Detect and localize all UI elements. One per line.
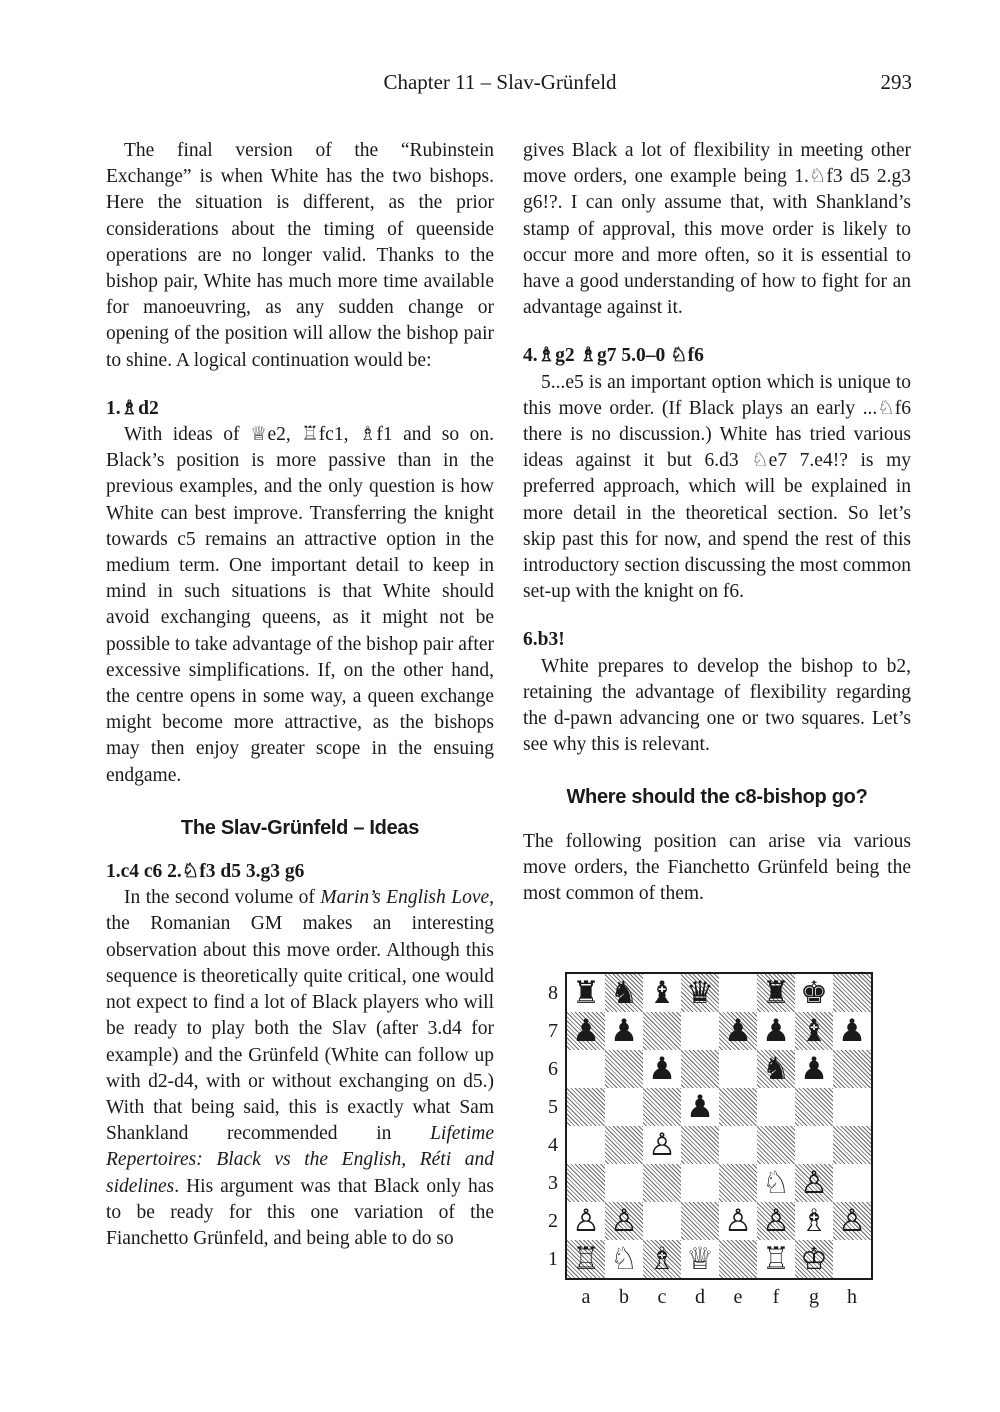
section-heading: Where should the c8-bishop go? (566, 786, 868, 809)
chess-piece: ♙ (610, 1203, 638, 1239)
file-label: f (772, 1286, 780, 1308)
board-square-d4 (681, 1126, 719, 1164)
board-square-b3 (605, 1164, 643, 1202)
chess-piece: ♟ (800, 1051, 828, 1087)
board-square-b6 (605, 1050, 643, 1088)
board-square-e7 (719, 1012, 757, 1050)
board-square-d3 (681, 1164, 719, 1202)
board-square-f2 (757, 1202, 795, 1240)
section-heading: The Slav-Grünfeld – Ideas (180, 816, 420, 839)
board-square-a2 (567, 1202, 605, 1240)
board-square-d7 (681, 1012, 719, 1050)
board-square-b4 (605, 1126, 643, 1164)
rank-label: 2 (548, 1210, 558, 1232)
rank-label: 5 (548, 1096, 558, 1118)
chess-piece: ♙ (800, 1165, 828, 1201)
paragraph: White prepares to develop the bishop to b2, retaining the advantage of flexibility regarding the d-pawn advancing one or two squares. Let’s see why this is relevant. (523, 655, 911, 756)
chess-piece: ♞ (610, 975, 638, 1011)
board-square-c5 (643, 1088, 681, 1126)
chess-piece: ♗ (800, 1203, 828, 1239)
board-square-b2 (605, 1202, 643, 1240)
board-square-e8 (719, 974, 757, 1012)
board-square-b7 (605, 1012, 643, 1050)
chess-piece: ♝ (800, 1013, 828, 1049)
rank-label: 7 (548, 1020, 558, 1042)
board-square-h3 (833, 1164, 871, 1202)
paragraph: The final version of the “Rubinstein Exchange” is when White has the two bishops. Here the situation is different, as the prior considerations about the timing of queenside operations are no longer valid. Thanks to the bishop pair, White has much more time available for manoeuvring, as any sudden change or opening of the position will allow the bishop pair to shine. A logical continuation would be: (106, 140, 494, 371)
chess-piece: ♙ (648, 1127, 676, 1163)
board-square-g7 (795, 1012, 833, 1050)
file-labels (567, 1286, 871, 1310)
board-square-e6 (719, 1050, 757, 1088)
board-square-b1 (605, 1240, 643, 1278)
board-square-h5 (833, 1088, 871, 1126)
chess-piece: ♟ (648, 1051, 676, 1087)
paragraph (106, 885, 494, 1252)
board-square-f3 (757, 1164, 795, 1202)
chess-piece: ♖ (572, 1241, 600, 1277)
board-square-g1 (795, 1240, 833, 1278)
board-square-c6 (643, 1050, 681, 1088)
rank-label: 4 (548, 1134, 558, 1156)
board-square-e2 (719, 1202, 757, 1240)
board-square-c7 (643, 1012, 681, 1050)
book-title: Marin’s English Love (320, 887, 490, 909)
board-square-b5 (605, 1088, 643, 1126)
board-square-a7 (567, 1012, 605, 1050)
board-square-f1 (757, 1240, 795, 1278)
board-square-h7 (833, 1012, 871, 1050)
board-square-f5 (757, 1088, 795, 1126)
board-square-e4 (719, 1126, 757, 1164)
board-square-e1 (719, 1240, 757, 1278)
board-square-g3 (795, 1164, 833, 1202)
board-square-h1 (833, 1240, 871, 1278)
paragraph: The following position can arise via various move orders, the Fianchetto Grünfeld being the most common of them. (523, 830, 911, 905)
board-square-b8 (605, 974, 643, 1012)
board-square-d8 (681, 974, 719, 1012)
chess-piece: ♟ (610, 1013, 638, 1049)
board-square-a3 (567, 1164, 605, 1202)
chess-piece: ♝ (648, 975, 676, 1011)
chess-piece: ♟ (686, 1089, 714, 1125)
text-run: In the second volume of (124, 887, 321, 909)
board-square-h2 (833, 1202, 871, 1240)
paragraph: With ideas of ♕e2, ♖fc1, ♗f1 and so on. Black’s position is more passive than in the previous examples, and the only question is how White can best improve. Transferring the knight towards c5 remains an attractive option in the medium term. One important detail to keep in mind in such situations is that White should avoid exchanging queens, as it might not be possible to take advantage of the bishop pair after excessive simplifications. If, on the other hand, the centre opens in some way, a queen exchange might become more attractive, as the bishops may then enjoy greater scope in the ensuing endgame. (106, 424, 494, 786)
chess-piece: ♙ (572, 1203, 600, 1239)
move-heading: 1.c4 c6 2.♘f3 d5 3.g3 g6 (106, 861, 305, 883)
board-square-d6 (681, 1050, 719, 1088)
board-square-g2 (795, 1202, 833, 1240)
chess-board (565, 972, 873, 1280)
board-square-h4 (833, 1126, 871, 1164)
rank-label: 6 (548, 1058, 558, 1080)
board-square-a8 (567, 974, 605, 1012)
file-label: h (847, 1286, 857, 1308)
file-label: e (733, 1286, 743, 1308)
chess-piece: ♙ (838, 1203, 866, 1239)
board-square-f7 (757, 1012, 795, 1050)
board-square-e5 (719, 1088, 757, 1126)
text-run: , the Romanian GM makes an interesting observation about this move order. Although this sequence is theoretically quite critical, one would not expect to find a lot of Black players who will be ready to play both the Slav (after 3.d4 for example) and the Grünfeld (White can follow up with d2-d4, with or without exchanging on d5.) With that being said, this is exactly what Sam Shankland recommended in (106, 887, 495, 1145)
chess-piece: ♟ (762, 1013, 790, 1049)
board-square-d2 (681, 1202, 719, 1240)
chess-piece: ♕ (686, 1241, 714, 1277)
page-number: 293 (880, 70, 912, 94)
board-square-d5 (681, 1088, 719, 1126)
paragraph: gives Black a lot of flexibility in meeting other move orders, one example being 1.♘f3 d5 2.g3 g6!?. I can only assume that, with Shankland’s stamp of approval, this move order is likely to occur more and more often, so it is essential to have a good understanding of how to fight for an advantage against it. (523, 140, 911, 319)
board-square-f8 (757, 974, 795, 1012)
chess-piece: ♞ (762, 1051, 790, 1087)
board-square-g8 (795, 974, 833, 1012)
board-square-g4 (795, 1126, 833, 1164)
file-label: c (657, 1286, 667, 1308)
rank-label: 1 (548, 1248, 558, 1270)
chess-piece: ♟ (572, 1013, 600, 1049)
board-square-d1 (681, 1240, 719, 1278)
right-column (523, 138, 911, 907)
text-run: . His argument was that Black only has to be ready for this one variation of the Fianchetto Grünfeld, and being able to do so (106, 1175, 494, 1249)
chess-piece: ♙ (724, 1203, 752, 1239)
board-square-e3 (719, 1164, 757, 1202)
chess-piece: ♟ (724, 1013, 752, 1049)
chess-piece: ♟ (838, 1013, 866, 1049)
board-square-c2 (643, 1202, 681, 1240)
chess-piece: ♘ (610, 1241, 638, 1277)
file-label: g (809, 1286, 819, 1308)
board-square-h8 (833, 974, 871, 1012)
chess-piece: ♔ (800, 1241, 828, 1277)
chess-piece: ♜ (762, 975, 790, 1011)
page-header (0, 70, 1000, 100)
board-square-g6 (795, 1050, 833, 1088)
board-square-a5 (567, 1088, 605, 1126)
chess-diagram (523, 972, 911, 1318)
rank-label: 8 (548, 982, 558, 1004)
board-square-f6 (757, 1050, 795, 1088)
chess-piece: ♚ (800, 975, 828, 1011)
rank-label: 3 (548, 1172, 558, 1194)
board-square-h6 (833, 1050, 871, 1088)
board-square-a4 (567, 1126, 605, 1164)
board-square-a1 (567, 1240, 605, 1278)
board-square-c3 (643, 1164, 681, 1202)
board-square-a6 (567, 1050, 605, 1088)
file-label: a (581, 1286, 591, 1308)
book-title: Lifetime Repertoires: Black vs the English, Réti and sidelines (106, 1123, 494, 1197)
chapter-title: Chapter 11 – Slav-Grünfeld (383, 70, 617, 94)
file-label: b (619, 1286, 629, 1308)
file-label: d (695, 1286, 705, 1308)
move-heading: 4.♗g2 ♗g7 5.0–0 ♘f6 (523, 345, 704, 367)
board-square-c4 (643, 1126, 681, 1164)
chess-piece: ♜ (572, 975, 600, 1011)
board-square-g5 (795, 1088, 833, 1126)
move-heading: 6.b3! (523, 629, 565, 651)
chess-piece: ♙ (762, 1203, 790, 1239)
board-square-c8 (643, 974, 681, 1012)
board-square-c1 (643, 1240, 681, 1278)
move-heading: 1.♗d2 (106, 397, 159, 419)
left-column (106, 138, 494, 1252)
paragraph: 5...e5 is an important option which is unique to this move order. (If Black plays an early ...♘f6 there is no discussion.) White has tried various ideas against it but 6.d3 ♘e7 7.e4!? is my preferred approach, which will be explained in more detail in the theoretical section. So let’s skip past this for now, and spend the rest of this introductory section discussing the most common set-up with the knight on f6. (523, 371, 911, 603)
chess-piece: ♖ (762, 1241, 790, 1277)
chess-piece: ♛ (686, 975, 714, 1011)
board-square-f4 (757, 1126, 795, 1164)
chess-piece: ♗ (648, 1241, 676, 1277)
chess-piece: ♘ (762, 1165, 790, 1201)
